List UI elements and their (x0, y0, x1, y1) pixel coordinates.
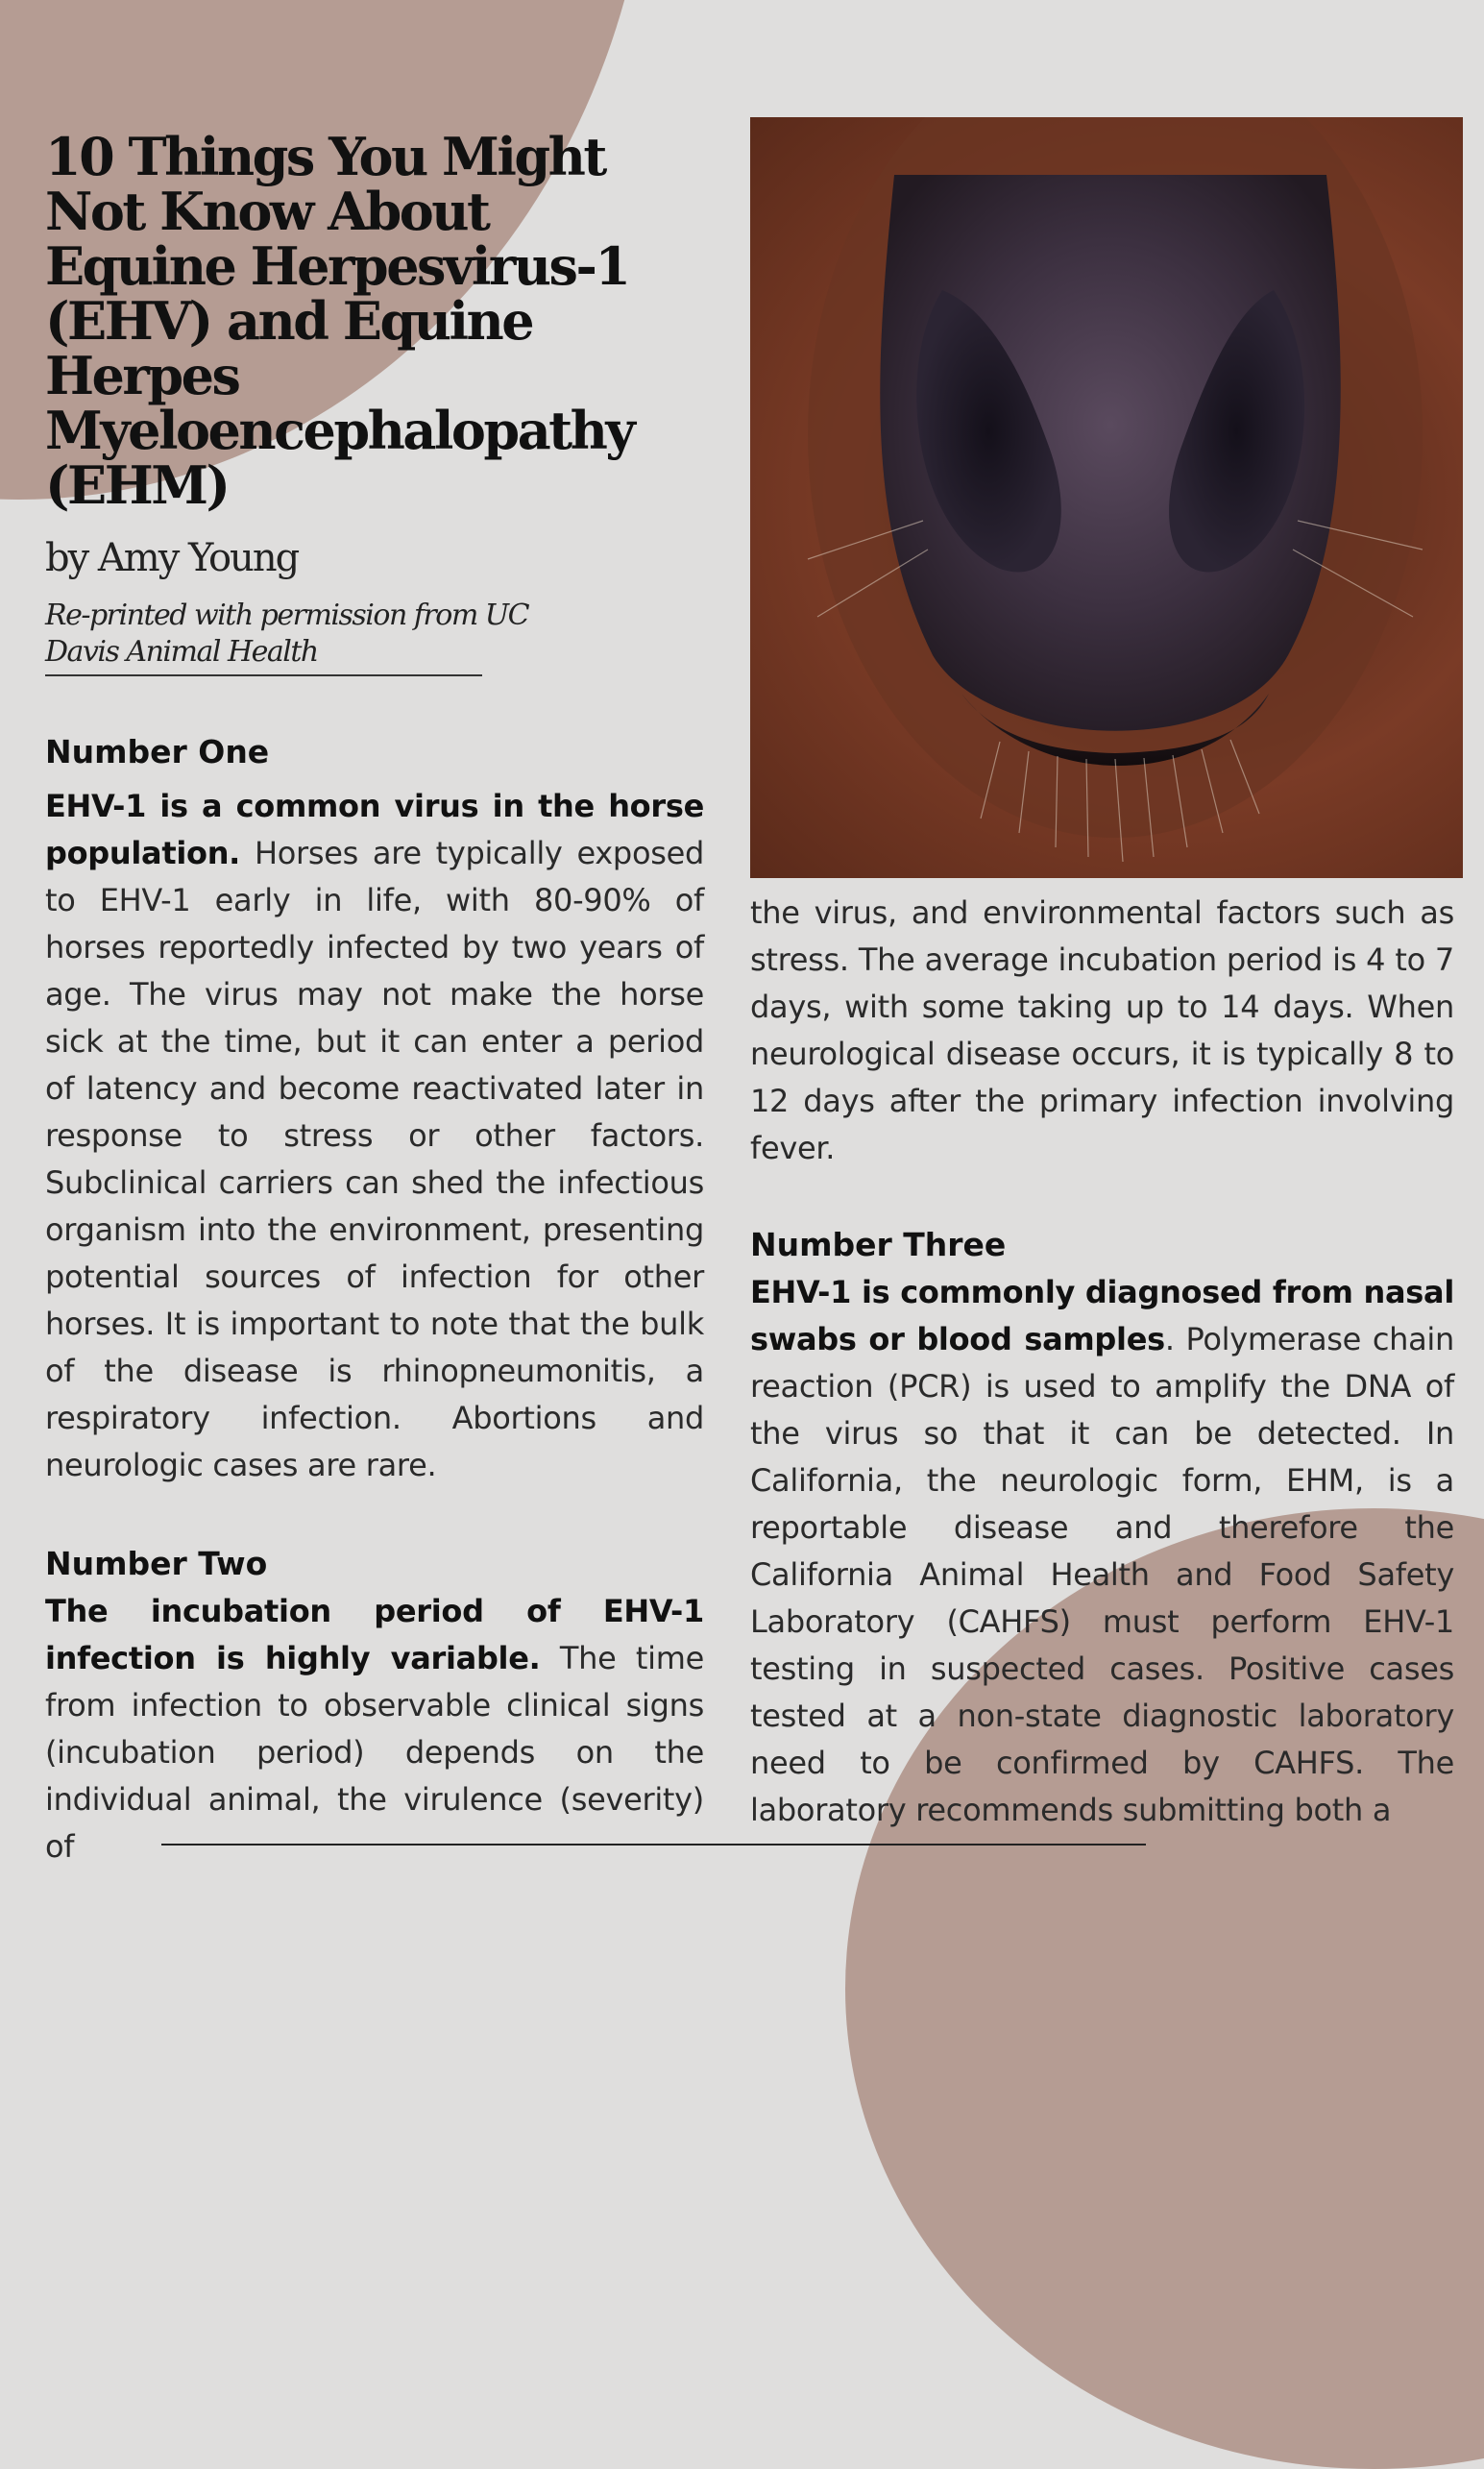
section-lead-two: The incubation period of EHV-1 infection is highly variable. (45, 1593, 704, 1676)
footer-divider (161, 1844, 1146, 1846)
section-lead-three: EHV-1 is commonly diagnosed from nasal swabs or blood samples (750, 1274, 1454, 1357)
horse-muzzle-photo (750, 117, 1463, 878)
reprint-note: Re-printed with permission from UC Davis Animal Health (45, 599, 529, 669)
section-lead-one: EHV-1 is a common virus in the horse population. (45, 788, 704, 871)
byline: by Amy Young (45, 536, 299, 580)
section-text-one: Horses are typically exposed to EHV-1 early in life, with 80-90% of horses reportedly infected by two years of age. The virus may not make the horse sick at the time, but it can enter a period of latency and become reactivated later in response to stress or other factors. Subclinical carriers can shed the infectious organism into the environment, presenting potential sources of infection for other horses. It is important to note that the bulk of the disease is rhinopneumonitis, a respiratory infection. Abortions and neurologic cases are rare. (45, 835, 704, 1483)
section-text-three: . Polymerase chain reaction (PCR) is used to amplify the DNA of the virus so that it can be detected. In California, the neurologic form, EHM, is a reportable disease and therefore the California Animal Health and Food Safety Laboratory (CAHFS) must perform EHV-1 testing in suspected cases. Positive cases tested at a non-state diagnostic laboratory need to be confirmed by CAHFS. The laboratory recommends submitting both a (750, 1321, 1454, 1828)
section-body-one (45, 783, 704, 1489)
section-heading-three: Number Three (750, 1226, 1007, 1263)
section-body-two-continued: the virus, and environmental factors such as stress. The average incubation period is 4 to 7 days, with some taking up to 14 days. When neurological disease occurs, it is typically 8 to 12 days after the primary infection involving fever. (750, 894, 1454, 1166)
section-heading-two: Number Two (45, 1545, 268, 1582)
section-heading-one: Number One (45, 733, 270, 770)
section-body-two (45, 1588, 704, 1870)
article-title: 10 Things You Might Not Know About Equine Herpesvirus-1 (EHV) and Equine Herpes Myeloencephalopathy (EHM) (45, 126, 634, 516)
section-body-three (750, 1269, 1454, 1834)
section-text-two: The time from infection to observable clinical signs (incubation period) depends on the individual animal, the virulence (severity) of (45, 1640, 704, 1865)
divider (45, 674, 482, 676)
